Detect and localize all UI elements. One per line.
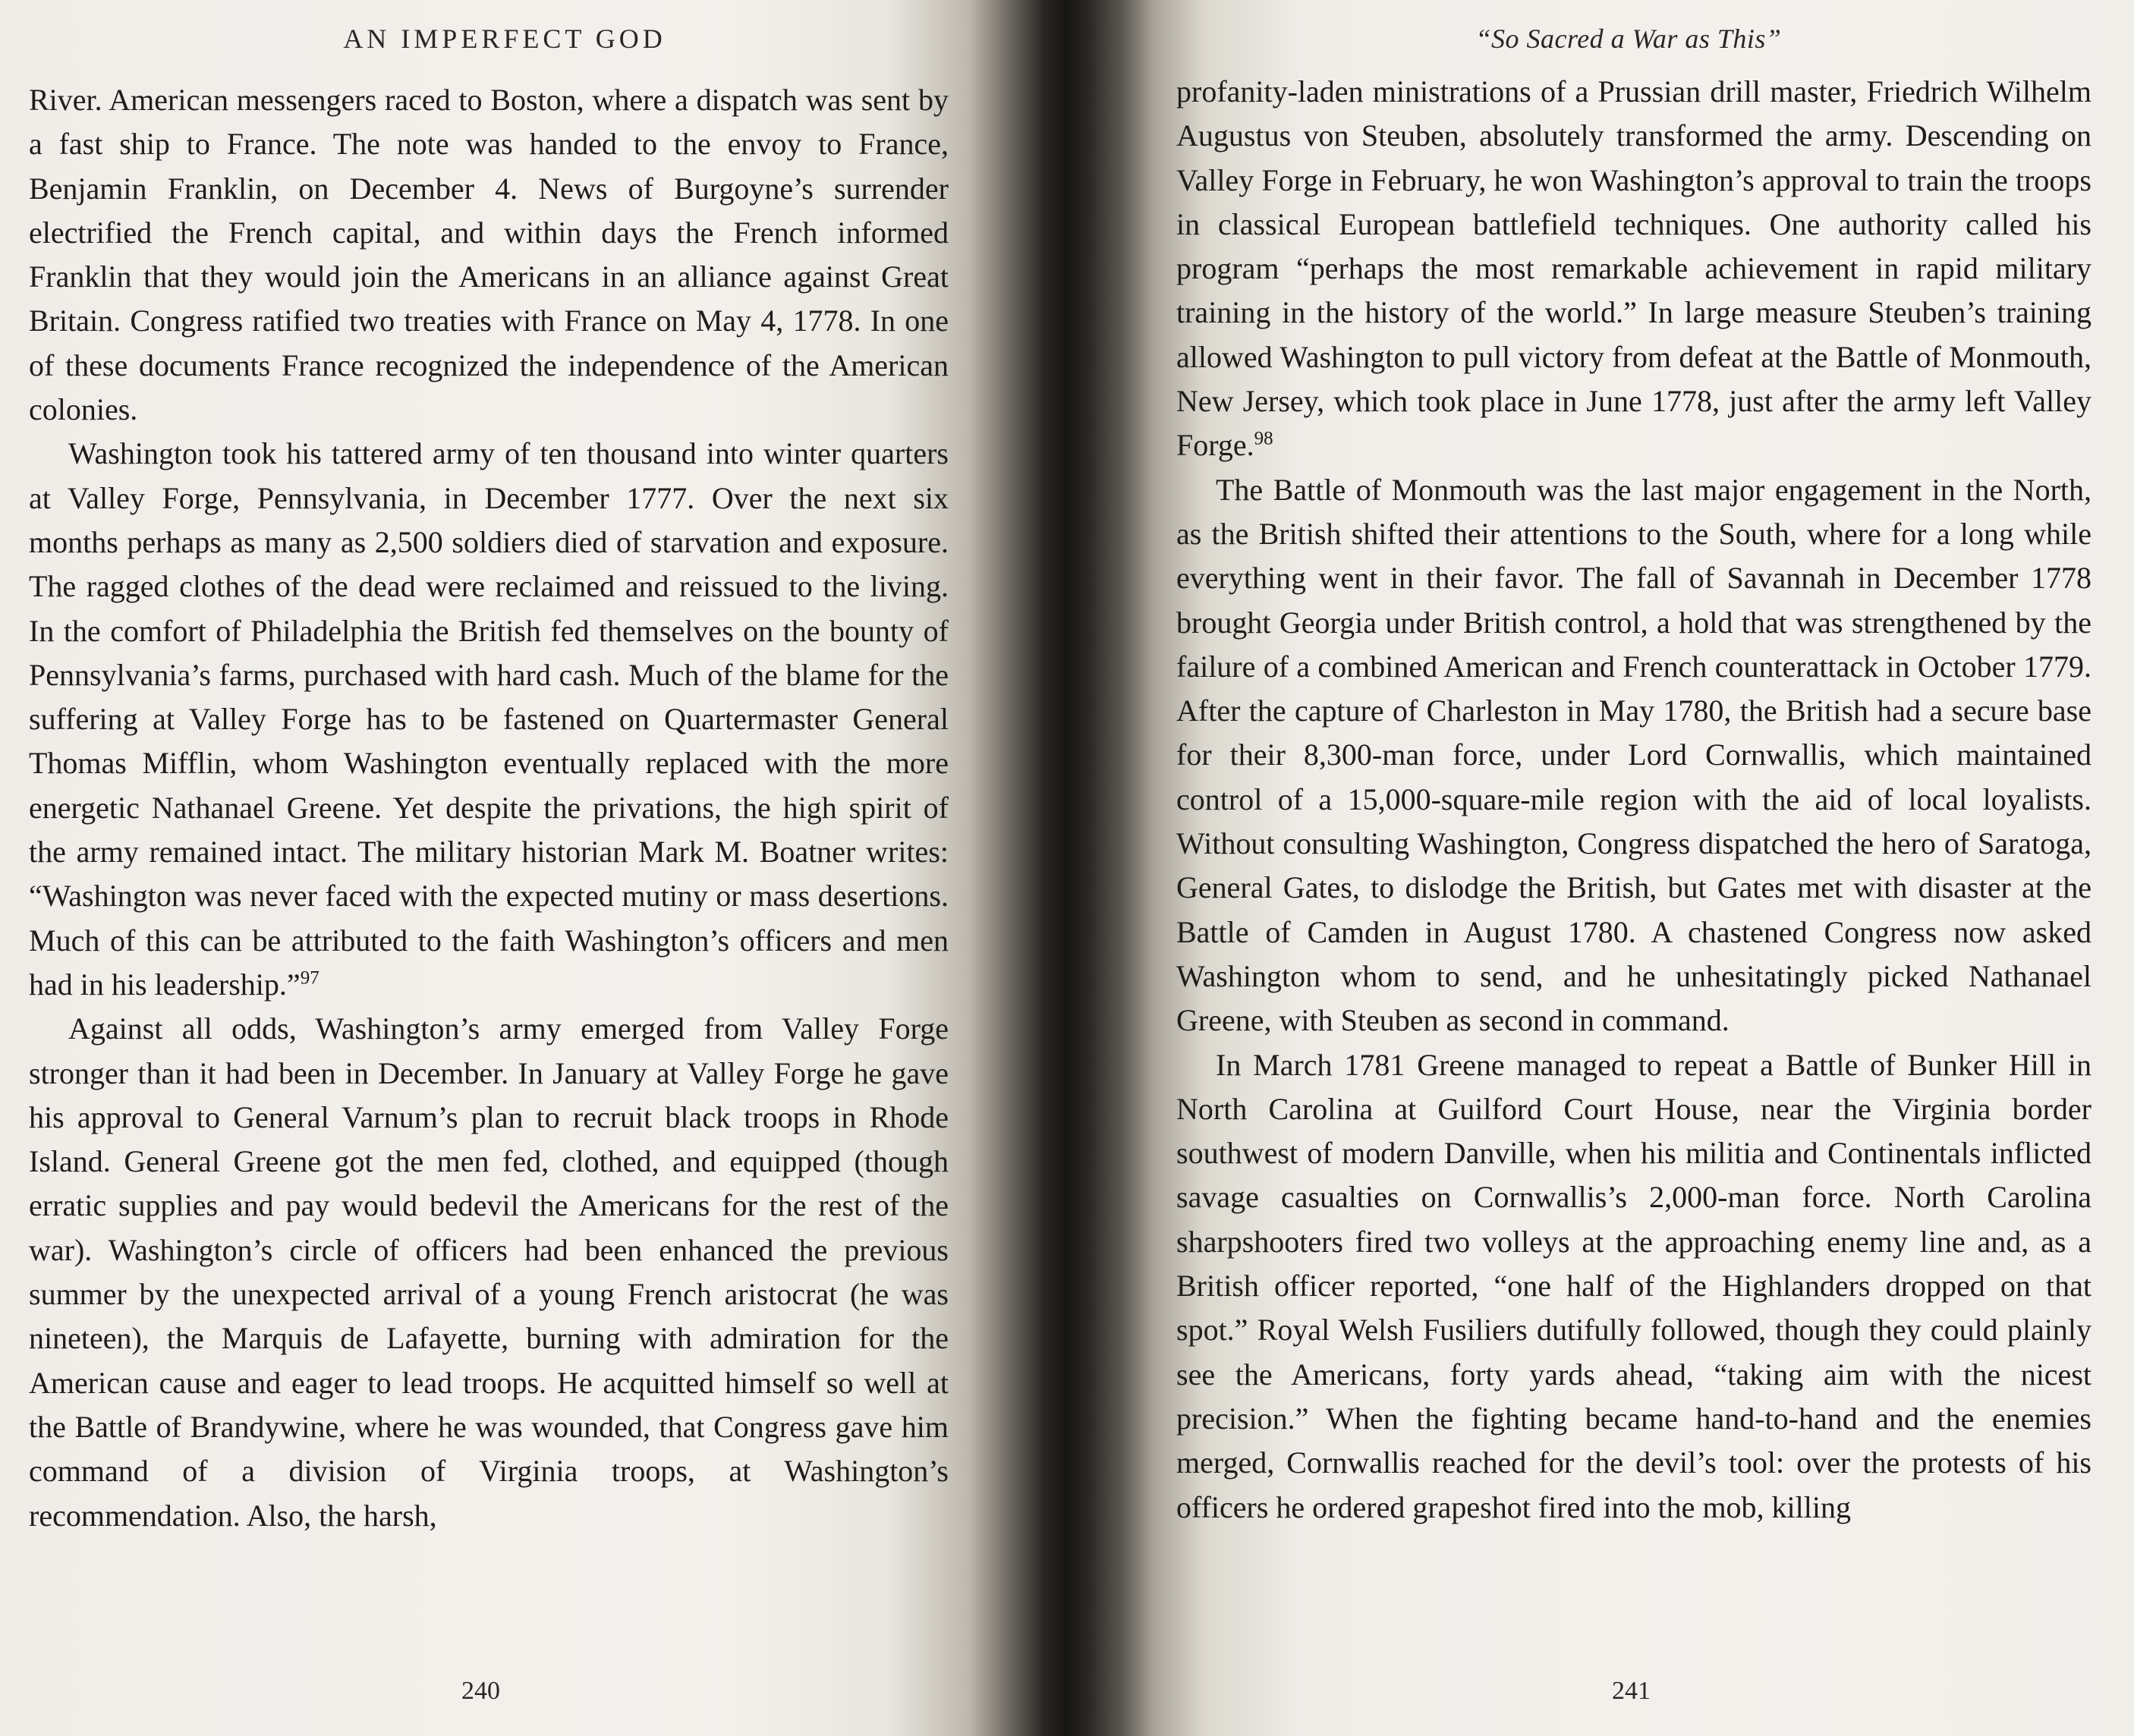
paragraph-text: River. American messengers raced to Boston, where a dispatch was sent by a fast ship to France. The note was handed to the envoy to France, Benjamin Franklin, on December 4. News of Burgoyne’s surrender electrified the French capital, and within days the French informed Franklin that they would join the Americans in an alliance against Great Britain. Congress ratified two treaties with France on May 4, 1778. In one of these documents France recognized the independence of the American colonies. [29,83,949,427]
paragraph [29,1007,949,1538]
paragraph [1176,468,2092,1043]
running-head-left: AN IMPERFECT GOD [343,24,666,54]
left-page-body [29,78,949,1538]
paragraph-text: In March 1781 Greene managed to repeat a Battle of Bunker Hill in North Carolina at Guilford Court House, near the Virginia border southwest of modern Danville, when his militia and Continentals inflicted savage casualties on Cornwallis’s 2,000-man force. North Carolina sharpshooters fired two volleys at the approaching enemy line and, as a British officer reported, “one half of the Highlanders dropped on that spot.” Royal Welsh Fusiliers dutifully followed, though they could plainly see the Americans, forty yards ahead, “taking aim with the nicest precision.” When the fighting became hand-to-hand and the enemies merged, Cornwallis reached for the devil’s tool: over the protests of his officers he ordered grapeshot fired into the mob, killing [1176,1047,2092,1524]
paragraph-text: Against all odds, Washington’s army emerged from Valley Forge stronger than it had been in December. In January at Valley Forge he gave his approval to General Varnum’s plan to recruit black troops in Rhode Island. General Greene got the men fed, clothed, and equipped (though erratic supplies and pay would bedevil the Americans for the rest of the war). Washington’s circle of officers had been enhanced the previous summer by the unexpected arrival of a young French aristocrat (he was nineteen), the Marquis de Lafayette, burning with admiration for the American cause and eager to lead troops. He acquitted himself so well at the Battle of Brandywine, where he was wounded, that Congress gave him command of a division of Virginia troops, at Washington’s recommendation. Also, the harsh, [29,1011,949,1533]
paragraph-text: The Battle of Monmouth was the last major engagement in the North, as the British shifted their attentions to the South, where for a long while everything went in their favor. The fall of Savannah in December 1778 brought Georgia under British control, a hold that was strengthened by the failure of a combined American and French counterattack in October 1779. After the capture of Charleston in May 1780, the British had a secure base for their 8,300-man force, under Lord Cornwallis, which maintained control of a 15,000-square-mile region with the aid of local loyalists. Without consulting Washington, Congress dispatched the hero of Saratoga, General Gates, to dislodge the British, but Gates met with disaster at the Battle of Camden in August 1780. A chastened Congress now asked Washington whom to send, and he unhesitatingly picked Nathanael Greene, with Steuben as second in command. [1176,472,2092,1038]
paragraph-text: profanity-laden ministrations of a Prussian drill master, Friedrich Wilhelm Augustus von Steuben, absolutely transformed the army. Descending on Valley Forge in February, he won Washington’s approval to train the troops in classical European battlefield techniques. One authority called his program “perhaps the most remarkable achievement in rapid military training in the history of the world.” In large measure Steuben’s training allowed Washington to pull victory from defeat at the Battle of Monmouth, New Jersey, which took place in June 1778, just after the army left Valley Forge. [1176,74,2092,463]
left-page [0,0,1009,1736]
footnote-marker: 98 [1254,429,1273,450]
paragraph [1176,70,2092,468]
page-number-left: 240 [461,1677,500,1705]
page-number-right: 241 [1612,1677,1651,1705]
book-gutter [1009,0,1123,1736]
paragraph-text: Washington took his tattered army of ten thousand into winter quarters at Valley Forge, Pennsylvania, in December 1777. Over the next six months perhaps as many as 2,500 soldiers died of starvation and exposure. The ragged clothes of the dead were reclaimed and reissued to the living. In the comfort of Philadelphia the British fed themselves on the bounty of Pennsylvania’s farms, purchased with hard cash. Much of the blame for the suffering at Valley Forge has to be fastened on Quartermaster General Thomas Mifflin, whom Washington eventually replaced with the more energetic Nathanael Greene. Yet despite the privations, the high spirit of the army remained intact. The military historian Mark M. Boatner writes: “Washington was never faced with the expected mutiny or mass desertions. Much of this can be attributed to the faith Washington’s officers and men had in his leadership.” [29,436,949,1002]
paragraph [29,432,949,1007]
running-head-right: “So Sacred a War as This” [1475,24,1782,54]
right-page [1123,0,2134,1736]
paragraph [1176,1043,2092,1530]
footnote-marker: 97 [300,967,319,989]
right-page-body [1176,70,2092,1530]
paragraph [29,78,949,432]
